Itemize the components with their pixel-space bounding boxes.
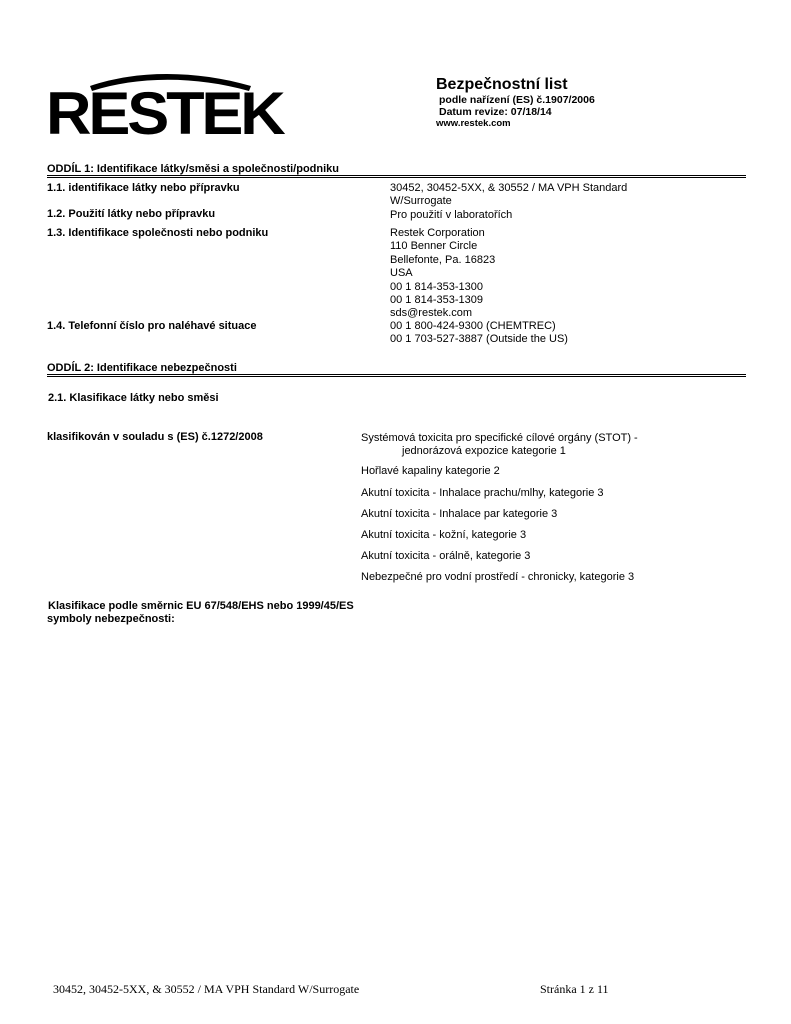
footer-product: 30452, 30452-5XX, & 30552 / MA VPH Standard W/Surrogate	[53, 982, 360, 996]
classification-item: Nebezpečné pro vodní prostředí - chronicky, kategorie 3	[361, 571, 635, 583]
section2-divider	[47, 374, 746, 377]
footer-page-number: Stránka 1 z 11	[540, 982, 609, 996]
classification-item: Akutní toxicita - Inhalace par kategorie 3	[361, 508, 558, 520]
restek-logo	[46, 72, 283, 147]
classification-item: Akutní toxicita - kožní, kategorie 3	[361, 529, 527, 541]
hazard-symbols-label: symboly nebezpečnosti:	[47, 613, 175, 625]
classification-item: Hořlavé kapaliny kategorie 2	[361, 465, 500, 477]
section2-subtitle: 2.1. Klasifikace látky nebo směsi	[48, 392, 219, 404]
section1-label-1-3: 1.3. Identifikace společnosti nebo podniku	[47, 227, 269, 239]
section1-label-1-4: 1.4. Telefonní číslo pro naléhavé situace	[47, 320, 257, 332]
logo-wordmark: RESTEK	[46, 80, 283, 147]
eu-classification-label: Klasifikace podle směrnic EU 67/548/EHS nebo 1999/45/ES	[48, 600, 354, 612]
classification-item: Systémová toxicita pro specifické cílové orgány (STOT) - jednorázová expozice kategorie 1	[361, 432, 638, 458]
section1-value-1-2: Pro použití v laboratořích	[390, 209, 513, 221]
section1-value-1-1: 30452, 30452-5XX, & 30552 / MA VPH Standard W/Surrogate	[390, 182, 628, 208]
regulation-reference: podle nařízení (ES) č.1907/2006	[439, 94, 595, 106]
section1-label-1-2: 1.2. Použití látky nebo přípravku	[47, 208, 216, 220]
revision-date: Datum revize: 07/18/14	[439, 106, 552, 118]
section1-value-1-3: Restek Corporation 110 Benner Circle Bellefonte, Pa. 16823 USA 00 1 814-353-1300 00 1 814-353-1309 sds@restek.com	[390, 227, 496, 320]
section2-title: ODDÍL 2: Identifikace nebezpečnosti	[47, 362, 237, 374]
classification-item: Akutní toxicita - Inhalace prachu/mlhy, kategorie 3	[361, 487, 604, 499]
website-link[interactable]: www.restek.com	[436, 118, 511, 129]
classification-item: Akutní toxicita - orálně, kategorie 3	[361, 550, 531, 562]
section1-title: ODDÍL 1: Identifikace látky/směsi a společnosti/podniku	[47, 163, 339, 175]
document-title: Bezpečnostní list	[436, 76, 568, 93]
section1-label-1-1: 1.1. identifikace látky nebo přípravku	[47, 182, 240, 194]
document-header	[436, 76, 595, 130]
section1-divider	[47, 175, 746, 178]
classification-label: klasifikován v souladu s (ES) č.1272/2008	[47, 431, 263, 443]
section1-value-1-4: 00 1 800-424-9300 (CHEMTREC) 00 1 703-527-3887 (Outside the US)	[390, 320, 568, 346]
